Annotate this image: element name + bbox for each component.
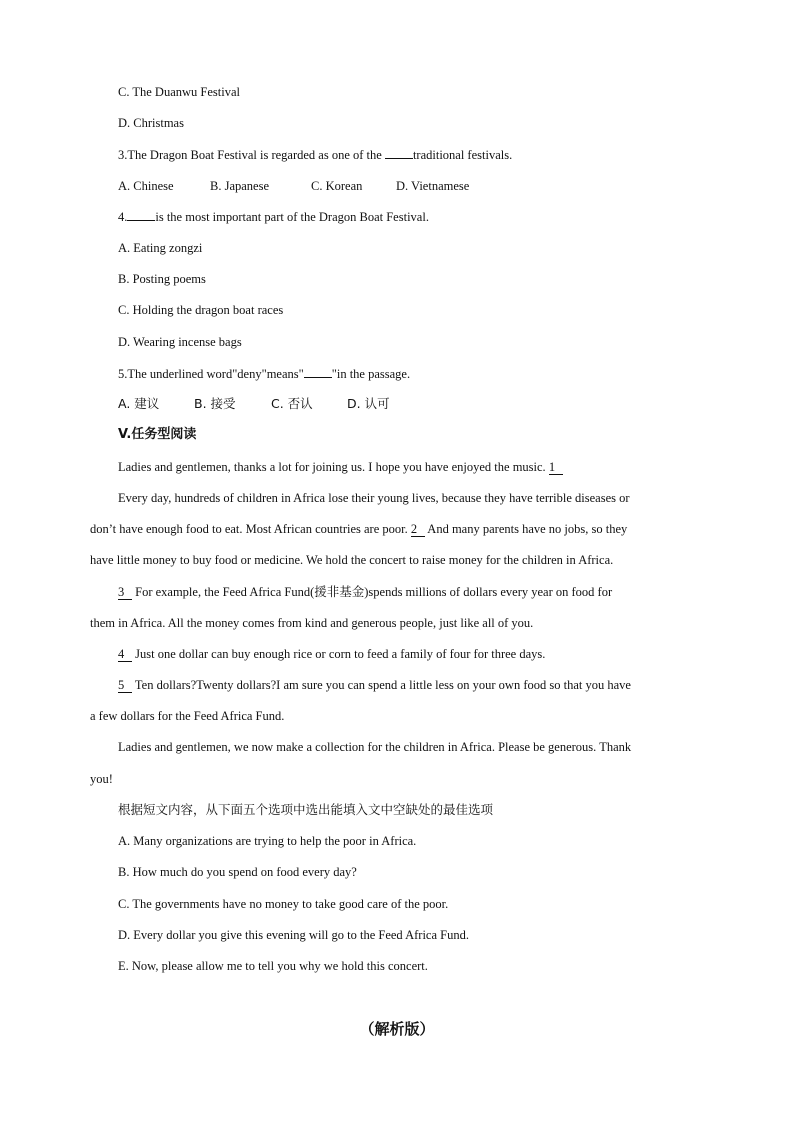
para-3-text: For example, the Feed Africa Fund(援非基金)spends millions of dollars every year on food for — [132, 585, 613, 599]
section-heading: V.任务型阅读 — [118, 427, 197, 442]
para-1 — [118, 459, 563, 475]
q5-option-a: A. 建议 — [118, 396, 160, 411]
blank-4: 4 — [118, 647, 132, 662]
q4-option-a: A. Eating zongzi — [118, 241, 203, 255]
choice-c: C. The governments have no money to take good care of the poor. — [118, 897, 449, 911]
q3-option-c: C. Korean — [311, 179, 363, 193]
blank-3: 3 — [118, 585, 132, 600]
q4-stem-after: is the most important part of the Dragon Boat Festival. — [155, 210, 429, 224]
para-3-line-2: them in Africa. All the money comes from kind and generous people, just like all of you. — [90, 616, 534, 630]
choice-e: E. Now, please allow me to tell you why we hold this concert. — [118, 959, 428, 973]
para-6-line-1: Ladies and gentlemen, we now make a collection for the children in Africa. Please be generous. Thank — [118, 740, 632, 754]
para-2-line-2 — [90, 521, 627, 537]
q3-option-b: B. Japanese — [210, 179, 270, 193]
q4-option-d: D. Wearing incense bags — [118, 335, 242, 349]
q5-stem-before: 5.The underlined word"deny"means" — [118, 367, 304, 381]
q4-option-b: B. Posting poems — [118, 272, 206, 286]
para-4 — [118, 646, 545, 662]
para-5-line-2: a few dollars for the Feed Africa Fund. — [90, 709, 285, 723]
q4-option-c: C. Holding the dragon boat races — [118, 303, 284, 317]
choice-b: B. How much do you spend on food every day? — [118, 865, 357, 879]
q2-option-c: C. The Duanwu Festival — [118, 85, 240, 99]
blank-5: 5 — [118, 678, 132, 693]
q5-stem-after: "in the passage. — [331, 367, 411, 381]
q4-num: 4. — [118, 210, 128, 224]
para-3-line-1 — [118, 584, 612, 600]
q3-stem-before: 3.The Dragon Boat Festival is regarded as one of the — [118, 148, 385, 162]
q5-blank — [304, 365, 332, 378]
q3-blank — [385, 146, 413, 159]
q3-option-d: D. Vietnamese — [396, 179, 470, 193]
q4-blank — [127, 208, 155, 221]
q3-stem-after: traditional festivals. — [412, 148, 513, 162]
q5-option-c: C. 否认 — [271, 396, 313, 411]
q3-option-a: A. Chinese — [118, 179, 174, 193]
choice-d: D. Every dollar you give this evening will go to the Feed Africa Fund. — [118, 928, 469, 942]
para-5-text: Ten dollars?Twenty dollars?I am sure you can spend a little less on your own food so that you have — [132, 678, 631, 692]
para-2-before: don’t have enough food to eat. Most African countries are poor. — [90, 522, 411, 536]
para-1-text: Ladies and gentlemen, thanks a lot for joining us. I hope you have enjoyed the music. — [118, 460, 549, 474]
blank-1: 1 — [549, 460, 563, 475]
q5-option-b: B. 接受 — [194, 396, 236, 411]
para-2-line-3: have little money to buy food or medicine. We hold the concert to raise money for the children in Africa. — [90, 553, 614, 567]
q5-option-d: D. 认可 — [347, 396, 390, 411]
q3-stem — [118, 146, 512, 163]
para-4-text: Just one dollar can buy enough rice or corn to feed a family of four for three days. — [132, 647, 546, 661]
q4-stem — [118, 208, 429, 225]
q5-stem — [118, 365, 410, 382]
para-5-line-1 — [118, 677, 631, 693]
choice-a: A. Many organizations are trying to help the poor in Africa. — [118, 834, 417, 848]
answer-version-title: （解析版） — [359, 1020, 435, 1038]
para-6-line-2: you! — [90, 772, 113, 786]
blank-2: 2 — [411, 522, 425, 537]
instruction: 根据短文内容，从下面五个选项中选出能填入文中空缺处的最佳选项 — [118, 802, 494, 817]
para-2-line-1: Every day, hundreds of children in Africa lose their young lives, because they have terrible diseases or — [118, 491, 630, 505]
para-2-after: And many parents have no jobs, so they — [424, 522, 628, 536]
q2-option-d: D. Christmas — [118, 116, 184, 130]
